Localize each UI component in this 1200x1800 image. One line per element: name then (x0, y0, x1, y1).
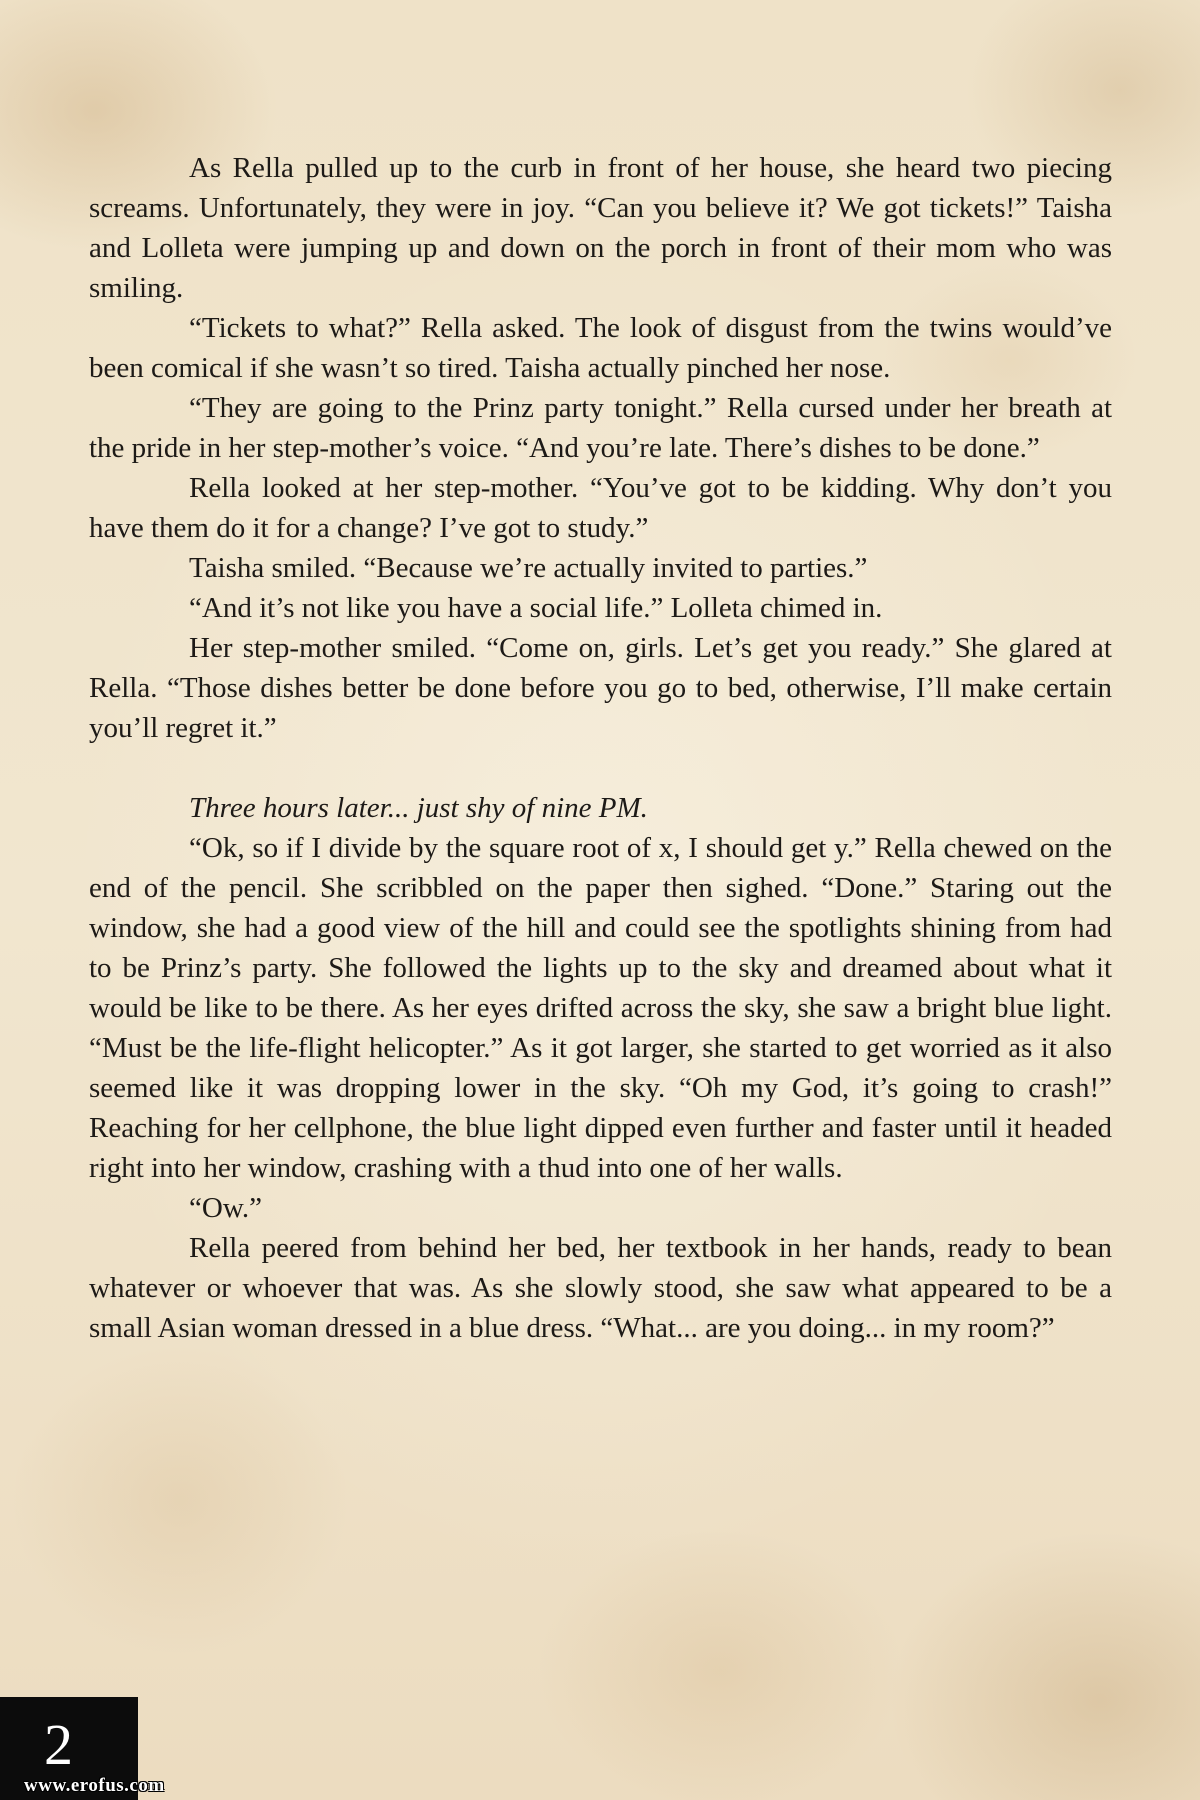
paragraph: “Ok, so if I divide by the square root of x, I should get y.” Rella chewed on the end of the pencil. She scribbled on the paper then sighed. “Done.” Staring out the window, she had a good view of the hill and could see the spotlights shining from had to be Prinz’s party. She followed the lights up to the sky and dreamed about what it would be like to be there. As her eyes drifted across the sky, she saw a bright blue light. “Must be the life-flight helicopter.” As it got larger, she started to get worried as it also seemed like it was dropping lower in the sky. “Oh my God, it’s going to crash!” Reaching for her cellphone, the blue light dipped even further and faster until it headed right into her window, crashing with a thud into one of her walls. (89, 832, 1112, 1184)
paragraph: Rella peered from behind her bed, her textbook in her hands, ready to bean whatever or whoever that was. As she slowly stood, she saw what appeared to be a small Asian woman dressed in a blue dress. “What... are you doing... in my room?” (89, 1232, 1112, 1344)
scene-break: Three hours later... just shy of nine PM. (189, 792, 648, 824)
paragraph: “They are going to the Prinz party tonight.” Rella cursed under her breath at the pride in her step-mother’s voice. “And you’re late. There’s dishes to be done.” (89, 392, 1112, 464)
paragraph: Her step-mother smiled. “Come on, girls. Let’s get you ready.” She glared at Rella. “Those dishes better be done before you go to bed, otherwise, I’ll make certain you’ll regret it.” (89, 632, 1112, 744)
paragraph: Taisha smiled. “Because we’re actually invited to parties.” (189, 552, 868, 584)
page-number: 2 (44, 1712, 73, 1777)
paragraph: “Tickets to what?” Rella asked. The look of disgust from the twins would’ve been comical if she wasn’t so tired. Taisha actually pinched her nose. (89, 312, 1112, 384)
watermark: www.erofus.com (24, 1775, 165, 1796)
paragraph: Rella looked at her step-mother. “You’ve got to be kidding. Why don’t you have them do it for a change? I’ve got to study.” (89, 472, 1112, 544)
paragraph: As Rella pulled up to the curb in front of her house, she heard two piecing screams. Unfortunately, they were in joy. “Can you believe it? We got tickets!” Taisha and Lolleta were jumping up and down on the porch in front of their mom who was smiling. (89, 152, 1112, 304)
paragraph: “Ow.” (189, 1192, 262, 1224)
story-text (89, 148, 1112, 1348)
paragraph: “And it’s not like you have a social life.” Lolleta chimed in. (189, 592, 883, 624)
